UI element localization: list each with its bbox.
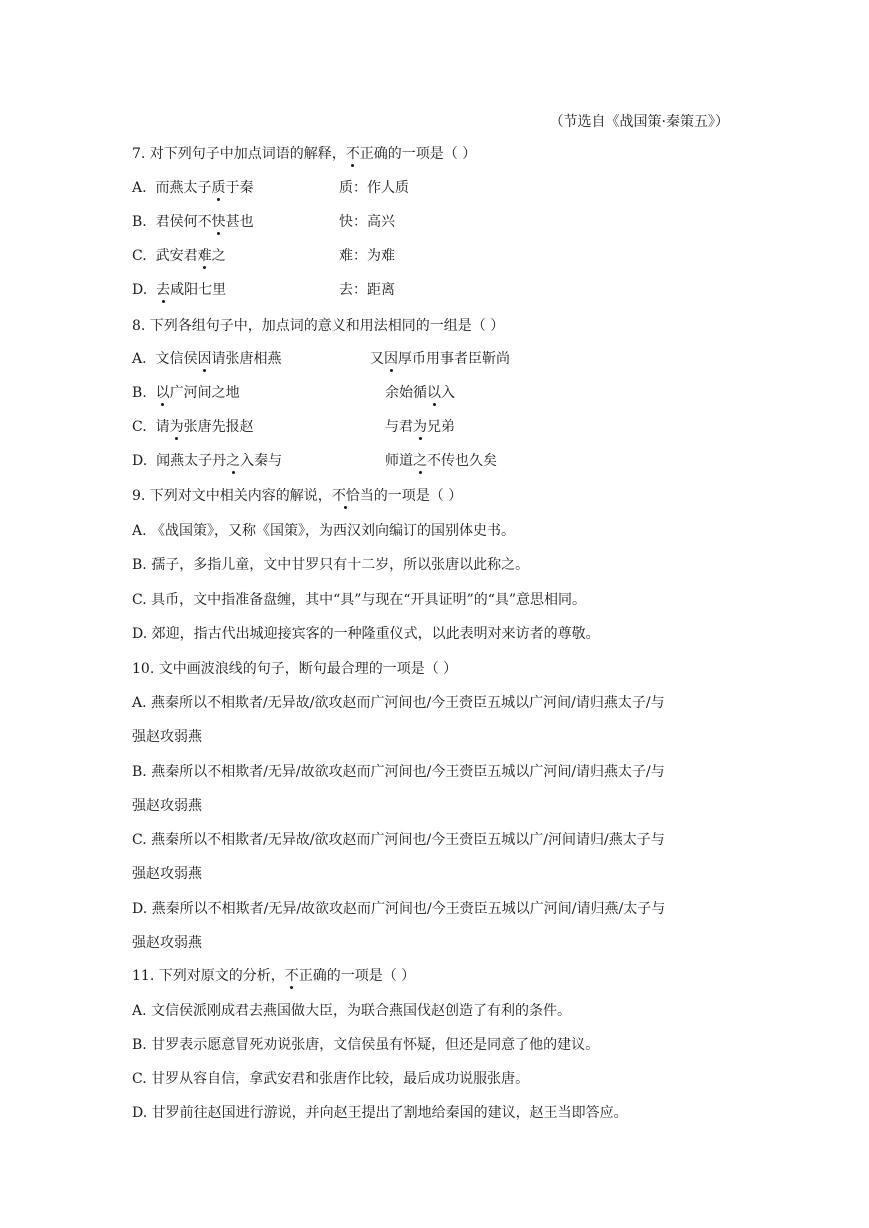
question-8-stem: 8. 下列各组句子中，加点词的意义和用法相同的一组是（ ） <box>132 318 505 334</box>
dotted-char: 不恰 <box>331 488 360 504</box>
q8-option-c-second <box>385 417 455 437</box>
q7-option-c-explain: 难：为难 <box>339 248 395 264</box>
source-citation: （节选自《战国策·秦策五》） <box>549 114 729 130</box>
option-letter: D. <box>132 282 148 298</box>
q8-option-d-second <box>385 451 497 471</box>
q7-option-a <box>132 178 253 198</box>
q9-option-c: C. 具币，文中指准备盘缠，其中“具”与现在“开具证明”的“具”意思相同。 <box>132 592 587 608</box>
option-text: 于秦 <box>225 180 254 196</box>
q8-option-b <box>132 383 240 403</box>
q10-option-c-line1: C. 燕秦所以不相欺者/无异故/欲攻赵而广河间也/今王赍臣五城以广/河间请归/燕太子与 <box>132 832 665 848</box>
option-text: 请张唐相燕 <box>211 351 282 367</box>
q10-option-a-line2: 强赵攻弱燕 <box>132 729 202 745</box>
q9-option-a: A. 《战国策》，又称《国策》，为西汉刘向编订的国别体史书。 <box>132 523 516 539</box>
q10-option-d-line2: 强赵攻弱燕 <box>132 935 202 951</box>
dotted-char: 之 <box>413 453 427 469</box>
question-11-suffix: 正确的一项是（ ） <box>298 968 416 984</box>
q11-option-a: A. 文信侯派刚成君去燕国做大臣，为联合燕国伐赵创造了有利的条件。 <box>132 1003 572 1019</box>
dotted-char: 难 <box>197 248 212 264</box>
q8-option-a <box>132 349 281 369</box>
dotted-char: 快 <box>211 214 226 230</box>
option-text: 与君 <box>385 419 413 435</box>
q11-option-d: D. 甘罗前往赵国进行游说，并向赵王提出了割地给秦国的建议，赵王当即答应。 <box>132 1105 628 1121</box>
question-7-stem <box>132 144 476 164</box>
q9-option-b: B. 孺子，多指儿童，文中甘罗只有十二岁，所以张唐以此称之。 <box>132 557 530 573</box>
question-9-suffix: 当的一项是（ ） <box>359 488 463 504</box>
q9-option-d: D. 郊迎，指古代出城迎接宾客的一种隆重仪式，以此表明对来访者的尊敬。 <box>132 626 600 642</box>
option-letter: A. <box>132 351 147 367</box>
dotted-char: 以 <box>155 385 170 401</box>
option-text: 入 <box>441 385 455 401</box>
q7-option-d-explain: 去：距离 <box>339 282 395 298</box>
option-text: 不传也久矣 <box>427 453 497 469</box>
q10-option-a-line1: A. 燕秦所以不相欺者/无异故/欲攻赵而广河间也/今王赍臣五城以广河间/请归燕太子/与 <box>132 695 665 711</box>
dotted-char: 去 <box>156 282 171 298</box>
dotted-char: 不 <box>284 968 299 984</box>
option-text: 入秦与 <box>240 453 283 469</box>
option-text: 广河间之地 <box>169 385 240 401</box>
option-letter: C. <box>132 419 147 435</box>
q7-option-c <box>132 246 226 266</box>
option-text: 而燕太子 <box>155 180 212 196</box>
question-7-suffix: 正确的一项是（ ） <box>359 146 477 162</box>
q10-option-c-line2: 强赵攻弱燕 <box>132 866 202 882</box>
question-10-stem: 10. 文中画波浪线的句子，断句最合理的一项是（ ） <box>132 661 458 677</box>
question-11-prefix: 11. 下列对原文的分析， <box>132 968 285 984</box>
option-text: 余始循 <box>385 385 427 401</box>
q11-option-c: C. 甘罗从容自信，拿武安君和张唐作比较，最后成功说服张唐。 <box>132 1071 530 1087</box>
option-letter: C. <box>132 248 147 264</box>
dotted-char: 因 <box>384 351 398 367</box>
dotted-char: 之 <box>226 453 241 469</box>
option-text: 咸阳七里 <box>170 282 227 298</box>
q7-option-b-explain: 快：高兴 <box>339 214 395 230</box>
dotted-char: 质 <box>211 180 226 196</box>
option-letter: B. <box>132 385 147 401</box>
q7-option-b <box>132 212 254 232</box>
option-text: 又 <box>370 351 384 367</box>
q8-option-d <box>132 451 282 471</box>
dotted-char: 因 <box>197 351 212 367</box>
q7-option-d <box>132 280 226 300</box>
option-text: 之 <box>211 248 226 264</box>
option-text: 师道 <box>385 453 413 469</box>
q11-option-b: B. 甘罗表示愿意冒死劝说张唐，文信侯虽有怀疑，但还是同意了他的建议。 <box>132 1037 600 1053</box>
q8-option-b-second <box>385 383 455 403</box>
q7-option-a-explain: 质：作人质 <box>339 180 409 196</box>
option-letter: A. <box>132 180 147 196</box>
question-11-stem <box>132 966 415 986</box>
q10-option-b-line2: 强赵攻弱燕 <box>132 798 202 814</box>
option-letter: D. <box>132 453 148 469</box>
dotted-char: 以 <box>427 385 441 401</box>
option-text: 君侯何不 <box>155 214 212 230</box>
q8-option-a-second <box>370 349 510 369</box>
dotted-char: 不 <box>345 146 360 162</box>
q8-option-c <box>132 417 254 437</box>
dotted-char: 为 <box>169 419 184 435</box>
question-9-stem <box>132 486 462 506</box>
option-text: 厚币用事者臣靳尚 <box>398 351 510 367</box>
dotted-char: 为 <box>413 419 427 435</box>
option-text: 请 <box>155 419 170 435</box>
q10-option-b-line1: B. 燕秦所以不相欺者/无异/故欲攻赵而广河间也/今王赍臣五城以广河间/请归燕太子/与 <box>132 764 665 780</box>
option-text: 兄弟 <box>427 419 455 435</box>
question-9-prefix: 9. 下列对文中相关内容的解说， <box>132 488 332 504</box>
option-letter: B. <box>132 214 147 230</box>
question-7-prefix: 7. 对下列句子中加点词语的解释， <box>132 146 346 162</box>
option-text: 文信侯 <box>155 351 198 367</box>
option-text: 武安君 <box>155 248 198 264</box>
option-text: 张唐先报赵 <box>183 419 254 435</box>
option-text: 甚也 <box>225 214 254 230</box>
option-text: 闻燕太子丹 <box>156 453 227 469</box>
q10-option-d-line1: D. 燕秦所以不相欺者/无异/故欲攻赵而广河间也/今王赍臣五城以广河间/请归燕/太子与 <box>132 901 666 917</box>
